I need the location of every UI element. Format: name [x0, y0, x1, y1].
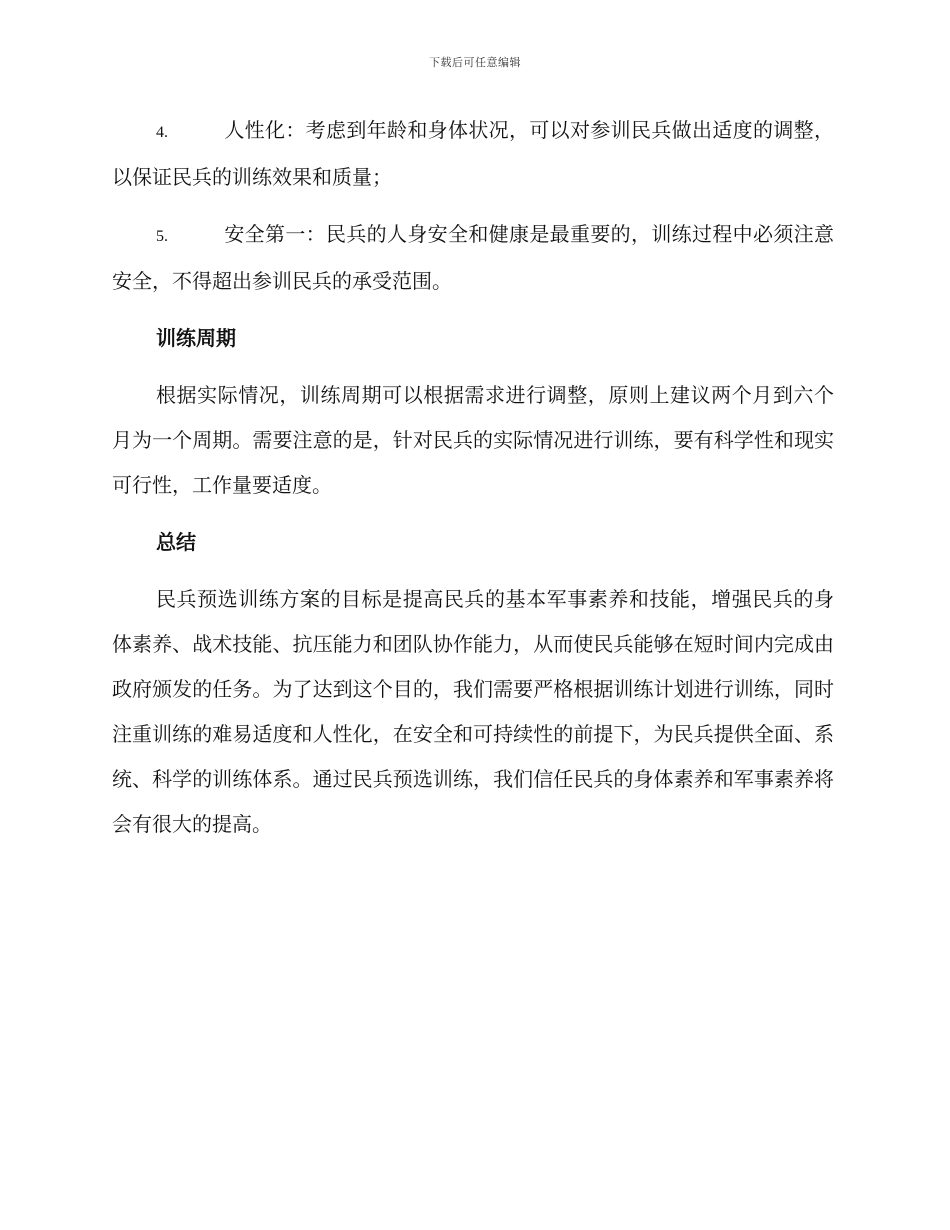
- list-text: 人性化：考虑到年龄和身体状况，可以对参训民兵做出适度的调整，以保证民兵的训练效果和质量；: [112, 118, 834, 189]
- section-heading-summary: 总结: [156, 530, 196, 554]
- section-paragraph-summary: 民兵预选训练方案的目标是提高民兵的基本军事素养和技能，增强民兵的身体素养、战术技能、抗压能力和团队协作能力，从而使民兵能够在短时间内完成由政府颁发的任务。为了达到这个目的，我们需要严格根据训练计划进行训练，同时注重训练的难易适度和人性化，在安全和可持续性的前提下，为民兵提供全面、系统、科学的训练体系。通过民兵预选训练，我们信任民兵的身体素养和军事素养将会有很大的提高。: [112, 587, 834, 836]
- page-header: 下载后可任意编辑: [429, 56, 521, 69]
- list-text: 安全第一：民兵的人身安全和健康是最重要的，训练过程中必须注意安全，不得超出参训民兵的承受范围。: [112, 222, 834, 293]
- list-item-5: [112, 212, 834, 304]
- list-number: 4.: [156, 124, 168, 141]
- section-paragraph-training-period: 根据实际情况，训练周期可以根据需求进行调整，原则上建议两个月到六个月为一个周期。需要注意的是，针对民兵的实际情况进行训练，要有科学性和现实可行性，工作量要适度。: [112, 383, 834, 497]
- section-heading-training-period: 训练周期: [156, 326, 236, 350]
- document-body: [112, 108, 834, 859]
- list-item-4: [112, 108, 834, 200]
- list-number: 5.: [156, 228, 168, 245]
